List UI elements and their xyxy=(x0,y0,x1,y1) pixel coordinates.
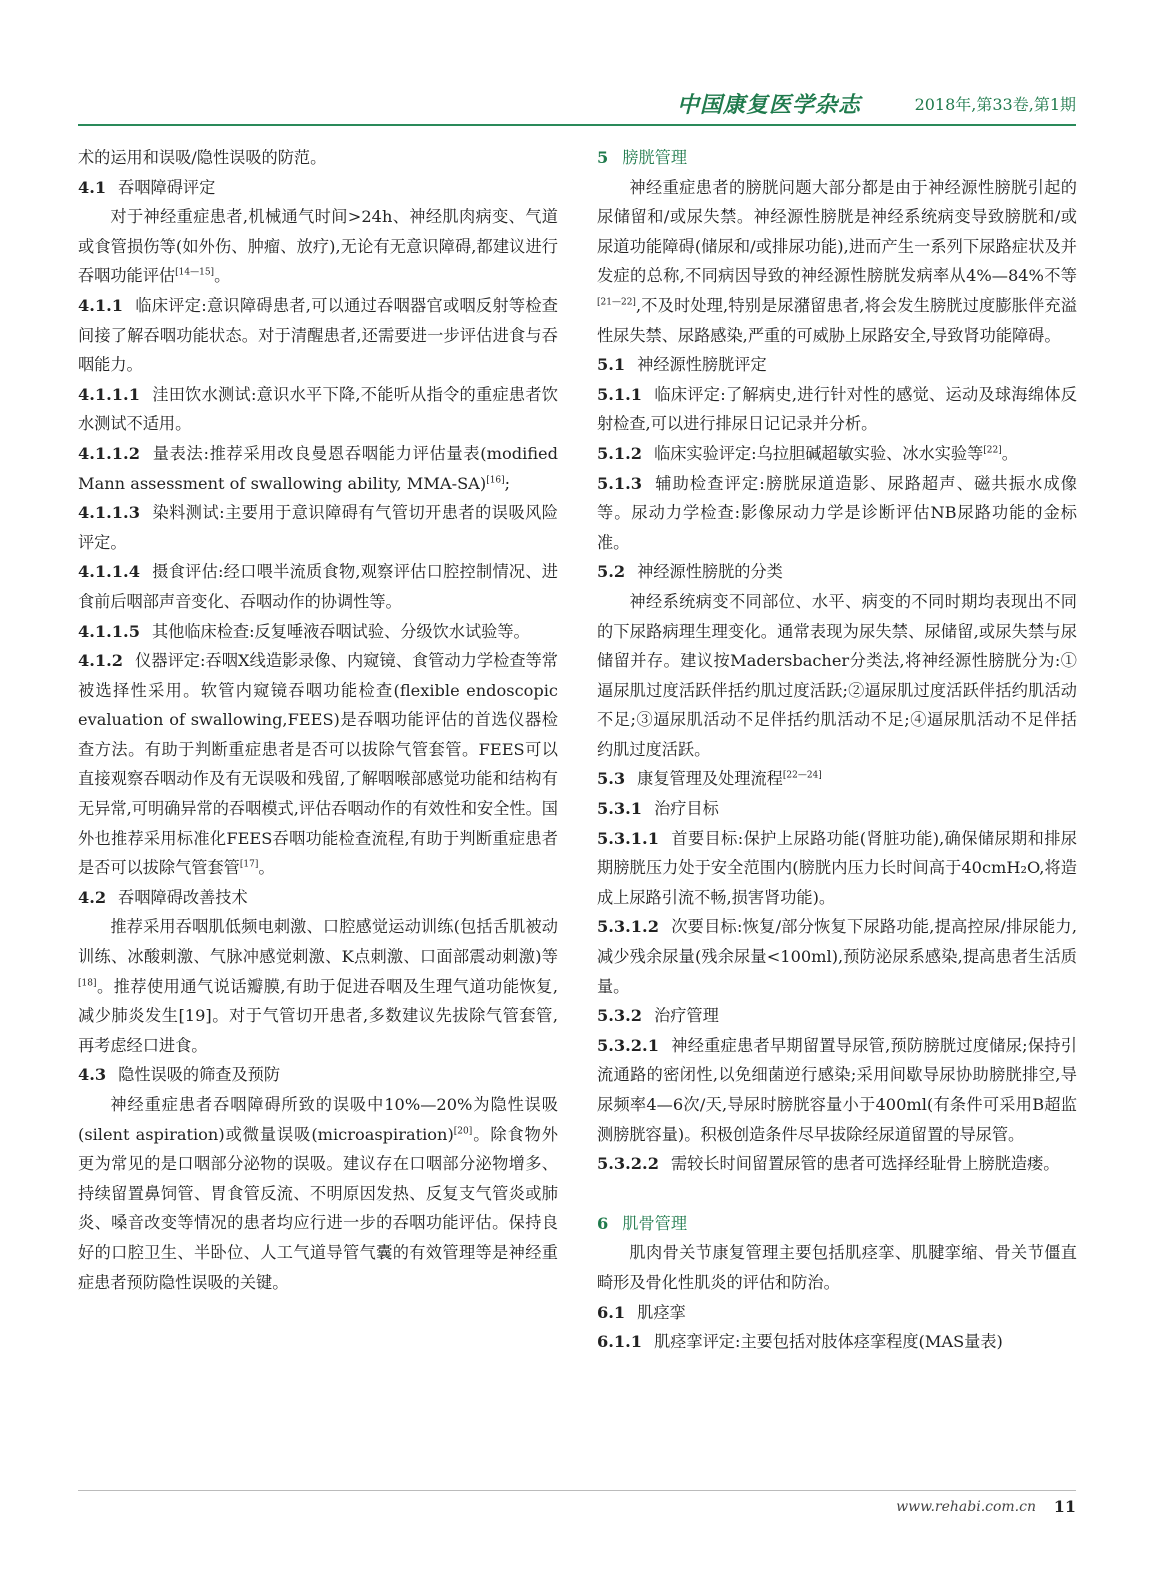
paragraph-text: 肌肉骨关节康复管理主要包括肌痉挛、肌腱挛缩、骨关节僵直畸形及骨化性肌炎的评估和防治。 xyxy=(597,1243,1077,1292)
paragraph-text: 推荐采用吞咽肌低频电刺激、口腔感觉运动训练(包括舌肌被动训练、冰酸刺激、气脉冲感觉刺激、K点刺激、口面部震动刺激)等 xyxy=(78,917,558,967)
section-number: 5.1.1 xyxy=(597,384,643,404)
paragraph-text: 辅助检查评定:膀胱尿道造影、尿路超声、磁共振水成像等。尿动力学检查:影像尿动力学是诊断评估NB尿路功能的金标准。 xyxy=(597,473,1077,552)
paragraph-text: 其他临床检查:反复唾液吞咽试验、分级饮水试验等。 xyxy=(151,621,530,641)
numbered-paragraph xyxy=(597,1031,1077,1149)
section-heading xyxy=(597,1209,1077,1239)
paragraph-text: 对于神经重症患者,机械通气时间>24h、神经肌肉病变、气道或食管损伤等(如外伤、肿瘤、放疗),无论有无意识障碍,都建议进行吞咽功能评估 xyxy=(78,207,558,286)
paragraph-text: 吞咽障碍评定 xyxy=(118,177,216,197)
issue-info: 2018年,第33卷,第1期 xyxy=(914,95,1076,114)
paragraph-text: 神经源性膀胱评定 xyxy=(637,355,767,375)
numbered-paragraph xyxy=(78,291,558,380)
paragraph-text: 首要目标:保护上尿路功能(肾脏功能),确保储尿期和排尿期膀胱压力处于安全范围内(膀胱内压力长时间高于40cmH₂O,将造成上尿路引流不畅,损害肾功能)。 xyxy=(597,828,1077,907)
citation-ref: [17] xyxy=(239,859,259,870)
paragraph-text: 治疗目标 xyxy=(654,799,719,819)
paragraph-text: 神经重症患者的膀胱问题大部分都是由于神经源性膀胱引起的尿储留和/或尿失禁。神经源性膀胱是神经系统病变导致膀胱和/或尿道功能障碍(储尿和/或排尿功能),进而产生一系列下尿路症状及并发症的总称,不同病因导致的神经源性膀胱发病率从4%—84%不等 xyxy=(597,177,1077,286)
subsection-heading xyxy=(597,794,1077,824)
right-column xyxy=(597,143,1077,1357)
paragraph-text: 神经重症患者早期留置导尿管,预防膀胱过度储尿;保持引流通路的密闭性,以免细菌逆行感染;采用间歇导尿协助膀胱排空,导尿频率4—6次/天,导尿时膀胱容量小于400ml(有条件可采用B超监测膀胱容量)。积极创造条件尽早拔除经尿道留置的导尿管。 xyxy=(597,1035,1077,1144)
subsection-heading xyxy=(78,883,558,913)
paragraph-text: 次要目标:恢复/部分恢复下尿路功能,提高控尿/排尿能力,减少残余尿量(残余尿量<100ml),预防泌尿系感染,提高患者生活质量。 xyxy=(597,917,1077,996)
paragraph-text: 隐性误吸的筛查及预防 xyxy=(118,1065,281,1085)
paragraph xyxy=(597,1238,1077,1297)
numbered-paragraph xyxy=(597,1149,1077,1179)
subsection-heading xyxy=(78,1060,558,1090)
section-number: 6 xyxy=(597,1213,609,1233)
paragraph xyxy=(78,143,558,173)
subsection-heading xyxy=(597,350,1077,380)
section-number: 4.1 xyxy=(78,177,107,197)
paragraph-text-cont: 。除食物外更为常见的是口咽部分泌物的误吸。建议存在口咽部分泌物增多、持续留置鼻饲管、胃食管反流、不明原因发热、反复支气管炎或肺炎、嗓音改变等情况的患者均应行进一步的吞咽功能评估。保持良好的口腔卫生、半卧位、人工气道导管气囊的有效管理等是神经重症患者预防隐性误吸的关键。 xyxy=(78,1124,558,1292)
paragraph-text: 肌痉挛评定:主要包括对肢体痉挛程度(MAS量表) xyxy=(654,1332,1003,1352)
section-number: 6.1.1 xyxy=(597,1332,643,1352)
paragraph-text: 仪器评定:吞咽X线造影录像、内窥镜、食管动力学检查等常被选择性采用。软管内窥镜吞咽功能检查(flexible endoscopic evaluation of swallowing,FEES)是吞咽功能评估的首选仪器检查方法。有助于判断重症患者是否可以拔除气管套管。FEES可以直接观察吞咽动作及有无误吸和残留,了解咽喉部感觉功能和结构有无异常,可明确异常的吞咽模式,评估吞咽动作的有效性和安全性。国外也推荐采用标准化FEES吞咽功能检查流程,有助于判断重症患者是否可以拔除气管套管 xyxy=(78,651,558,878)
spacer xyxy=(597,1179,1077,1209)
citation-ref: [18] xyxy=(78,978,97,989)
paragraph-text: 摄食评估:经口喂半流质食物,观察评估口腔控制情况、进食前后咽部声音变化、吞咽动作的协调性等。 xyxy=(78,562,558,611)
section-number: 5 xyxy=(597,148,609,167)
citation-ref: [22—24] xyxy=(782,771,822,782)
section-number: 5.1.2 xyxy=(597,443,643,463)
section-number: 4.1.1 xyxy=(78,295,124,315)
subsection-heading xyxy=(597,1298,1077,1328)
website-url: www.rehabi.com.cn xyxy=(896,1499,1036,1515)
numbered-paragraph xyxy=(597,824,1077,913)
section-heading xyxy=(597,143,1077,173)
section-number: 5.3.2.2 xyxy=(597,1154,659,1174)
left-column xyxy=(78,143,558,1297)
paragraph xyxy=(597,587,1077,765)
section-number: 4.1.1.4 xyxy=(78,562,140,582)
paragraph xyxy=(78,202,558,291)
paragraph-text: 临床评定:意识障碍患者,可以通过吞咽器官或咽反射等检查间接了解吞咽功能状态。对于清醒患者,还需要进一步评估进食与吞咽能力。 xyxy=(78,295,558,375)
paragraph-text: 康复管理及处理流程 xyxy=(637,769,783,789)
paragraph-text: 膀胱管理 xyxy=(622,148,688,167)
paragraph xyxy=(78,1090,558,1297)
paragraph-text: 治疗管理 xyxy=(654,1006,719,1026)
paragraph-text: 神经重症患者吞咽障碍所致的误吸中10%—20%为隐性误吸(silent aspiration)或微量误吸(microaspiration) xyxy=(78,1095,558,1144)
numbered-paragraph xyxy=(597,380,1077,439)
paragraph-text-cont: 。 xyxy=(214,266,231,286)
paragraph-text: 需较长时间留置尿管的患者可选择经耻骨上膀胱造瘘。 xyxy=(670,1154,1060,1174)
paragraph-text: 肌骨管理 xyxy=(622,1213,688,1233)
section-number: 4.2 xyxy=(78,887,107,907)
subsection-heading xyxy=(597,1001,1077,1031)
paragraph xyxy=(597,173,1077,351)
paragraph-text-cont: ; xyxy=(504,473,511,493)
numbered-paragraph xyxy=(78,439,558,498)
section-number: 4.1.1.5 xyxy=(78,621,140,641)
section-number: 4.1.2 xyxy=(78,651,124,671)
section-number: 5.3.1.1 xyxy=(597,828,659,848)
subsection-heading xyxy=(597,764,1077,794)
section-number: 4.1.1.2 xyxy=(78,443,140,463)
page-footer xyxy=(78,1490,1076,1521)
subsection-heading xyxy=(78,173,558,203)
citation-ref: [16] xyxy=(486,475,505,486)
paragraph-text: 吞咽障碍改善技术 xyxy=(118,887,248,907)
section-number: 5.3.2.1 xyxy=(597,1035,659,1055)
paragraph-text: 临床评定:了解病史,进行针对性的感觉、运动及球海绵体反射检查,可以进行排尿日记记录并分析。 xyxy=(597,384,1077,434)
section-number: 5.3.1 xyxy=(597,799,643,819)
paragraph-text-cont: 。 xyxy=(258,858,275,878)
paragraph-text: 量表法:推荐采用改良曼恩吞咽能力评估量表(modified Mann assessment of swallowing ability, MMA-SA) xyxy=(78,443,558,493)
section-number: 5.3.2 xyxy=(597,1006,643,1026)
numbered-paragraph xyxy=(78,617,558,647)
paragraph xyxy=(78,912,558,1060)
numbered-paragraph xyxy=(78,557,558,616)
page-number: 11 xyxy=(1053,1497,1076,1516)
section-number: 6.1 xyxy=(597,1302,626,1322)
citation-ref: [22] xyxy=(983,445,1002,456)
paragraph-text: 神经源性膀胱的分类 xyxy=(637,562,783,582)
section-number: 5.3.1.2 xyxy=(597,917,659,937)
numbered-paragraph xyxy=(597,469,1077,558)
numbered-paragraph xyxy=(597,1327,1077,1357)
paragraph-text-cont: 。推荐使用通气说话瓣膜,有助于促进吞咽及生理气道功能恢复,减少肺炎发生[19]。对于气管切开患者,多数建议先拔除气管套管,再考虑经口进食。 xyxy=(78,976,558,1055)
section-number: 5.1 xyxy=(597,355,626,375)
section-number: 5.3 xyxy=(597,769,626,789)
journal-title: 中国康复医学杂志 xyxy=(676,92,861,118)
numbered-paragraph xyxy=(78,498,558,557)
paragraph-text: 神经系统病变不同部位、水平、病变的不同时期均表现出不同的下尿路病理生理变化。通常表现为尿失禁、尿储留,或尿失禁与尿储留并存。建议按Madersbacher分类法,将神经源性膀胱分为:①逼尿肌过度活跃伴括约肌过度活跃;②逼尿肌过度活跃伴括约肌活动不足;③逼尿肌活动不足伴括约肌活动不足;④逼尿肌活动不足伴括约肌过度活跃。 xyxy=(597,591,1077,759)
citation-ref: [21—22] xyxy=(597,297,636,308)
subsection-heading xyxy=(597,557,1077,587)
numbered-paragraph xyxy=(597,912,1077,1001)
citation-ref: [20] xyxy=(453,1126,473,1137)
paragraph-text: 肌痉挛 xyxy=(637,1302,686,1322)
paragraph-text-cont: ,不及时处理,特别是尿潴留患者,将会发生膀胱过度膨胀伴充溢性尿失禁、尿路感染,严重的可威胁上尿路安全,导致肾功能障碍。 xyxy=(597,295,1077,345)
paragraph-text: 术的运用和误吸/隐性误吸的防范。 xyxy=(78,148,327,167)
numbered-paragraph xyxy=(78,646,558,883)
paragraph-text: 临床实验评定:乌拉胆碱超敏实验、冰水实验等 xyxy=(654,443,984,463)
numbered-paragraph xyxy=(78,380,558,439)
section-number: 5.2 xyxy=(597,562,626,582)
paragraph-text: 染料测试:主要用于意识障碍有气管切开患者的误吸风险评定。 xyxy=(78,503,558,552)
paragraph-text-cont: 。 xyxy=(1001,443,1018,463)
section-number: 4.3 xyxy=(78,1065,107,1085)
section-number: 4.1.1.1 xyxy=(78,384,140,404)
numbered-paragraph xyxy=(597,439,1077,469)
section-number: 4.1.1.3 xyxy=(78,503,140,523)
citation-ref: [14—15] xyxy=(175,267,215,278)
paragraph-text: 洼田饮水测试:意识水平下降,不能听从指令的重症患者饮水测试不适用。 xyxy=(78,384,558,434)
section-number: 5.1.3 xyxy=(597,473,643,493)
page-header xyxy=(78,88,1076,126)
